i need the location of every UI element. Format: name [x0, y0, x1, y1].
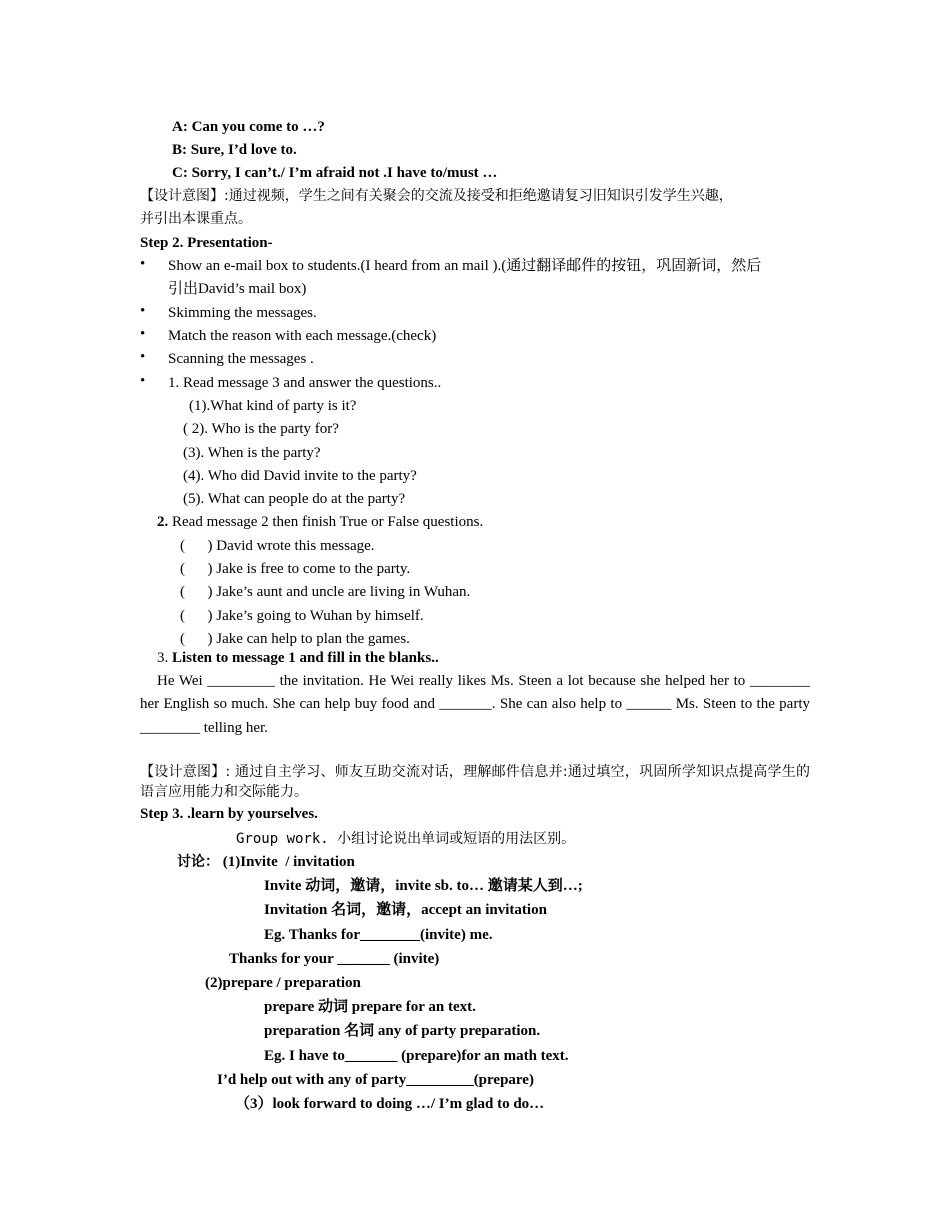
design-intent-line2: 并引出本课重点。 [140, 211, 252, 227]
dialogue-line-b: B: Sure, I’d love to. [172, 142, 297, 158]
bullet-dot-icon: • [140, 349, 146, 365]
bullet1-line1: Show an e-mail box to students.(I heard from an mail ).(通过翻译邮件的按钮，巩固新词，然后 [168, 258, 762, 274]
bullet2: Skimming the messages. [168, 305, 317, 321]
invitation-usage: Invitation 名词，邀请，accept an invitation [264, 902, 547, 918]
step2-heading: Step 2. Presentation- [140, 235, 273, 251]
tf-question-2: ( ) Jake is free to come to the party. [180, 561, 411, 577]
example-1b: Thanks for your _______ (invite) [229, 951, 440, 967]
invite-usage: Invite 动词，邀请，invite sb. to… 邀请某人到…; [264, 878, 583, 894]
task2-line [157, 511, 950, 534]
fill-in-blanks-paragraph: He Wei _________ the invitation. He Wei really likes Ms. Steen a lot because she helped her to ________ her English so much. She can help buy food and _______. She can also help to ______ Ms. Steen to the party ________ telling her. [140, 673, 810, 736]
prepare-usage: prepare 动词 prepare for an text. [264, 999, 476, 1015]
design-intent-2-text: : 通过自主学习、师友互助交流对话，理解邮件信息并:通过填空，巩固所学知识点提高学生的语言应用能力和交际能力。 [140, 764, 810, 800]
tf-question-4: ( ) Jake’s going to Wuhan by himself. [180, 608, 424, 624]
task3-text: Listen to message 1 and fill in the blanks.. [172, 650, 439, 666]
dialogue-line-c: C: Sorry, I can’t./ I’m afraid not .I have to/must … [172, 165, 498, 181]
discussion-item-1 [177, 851, 950, 874]
task3-number: 3. [157, 650, 172, 666]
question-1: (1).What kind of party is it? [189, 398, 357, 414]
example-2: Eg. I have to_______ (prepare)for an math text. [264, 1048, 569, 1064]
question-4: (4). Who did David invite to the party? [183, 468, 417, 484]
design-intent-line1: 【设计意图】:通过视频，学生之间有关聚会的交流及接受和拒绝邀请复习旧知识引发学生兴趣， [140, 188, 733, 204]
dialogue-line-a: A: Can you come to …? [172, 119, 325, 135]
example-1: Eg. Thanks for________(invite) me. [264, 927, 493, 943]
discussion-item-3: （3）look forward to doing …/ I’m glad to do… [235, 1096, 545, 1112]
bullet3: Match the reason with each message.(check) [168, 328, 437, 344]
bullet4: Scanning the messages . [168, 351, 314, 367]
bullet5: 1. Read message 3 and answer the questions.. [168, 375, 442, 391]
step3-heading: Step 3. .learn by yourselves. [140, 806, 318, 822]
tf-question-1: ( ) David wrote this message. [180, 538, 375, 554]
task3-line [157, 647, 950, 670]
example-2b: I’d help out with any of party_________(prepare) [217, 1072, 534, 1088]
design-intent-2-label: 【设计意图】 [140, 764, 226, 780]
task2-number: 2. [157, 514, 169, 530]
preparation-usage: preparation 名词 any of party preparation. [264, 1023, 541, 1039]
question-2: ( 2). Who is the party for? [183, 421, 339, 437]
bullet-dot-icon: • [140, 303, 146, 319]
design-intent-2 [140, 762, 810, 802]
question-5: (5). What can people do at the party? [183, 491, 406, 507]
discussion-label: 讨论： [177, 854, 219, 870]
task2-text: Read message 2 then finish True or False questions. [168, 514, 484, 530]
item1-text: (1)Invite / invitation [219, 854, 355, 870]
group-work-line: Group work. 小组讨论说出单词或短语的用法区别。 [236, 831, 576, 847]
tf-question-5: ( ) Jake can help to plan the games. [180, 631, 410, 647]
bullet-dot-icon: • [140, 373, 146, 389]
tf-question-3: ( ) Jake’s aunt and uncle are living in Wuhan. [180, 584, 471, 600]
bullet-dot-icon: • [140, 326, 146, 342]
discussion-item-2: (2)prepare / preparation [205, 975, 361, 991]
bullet-dot-icon: • [140, 256, 146, 272]
bullet1-line2: 引出David’s mail box) [168, 281, 307, 297]
question-3: (3). When is the party? [183, 445, 321, 461]
